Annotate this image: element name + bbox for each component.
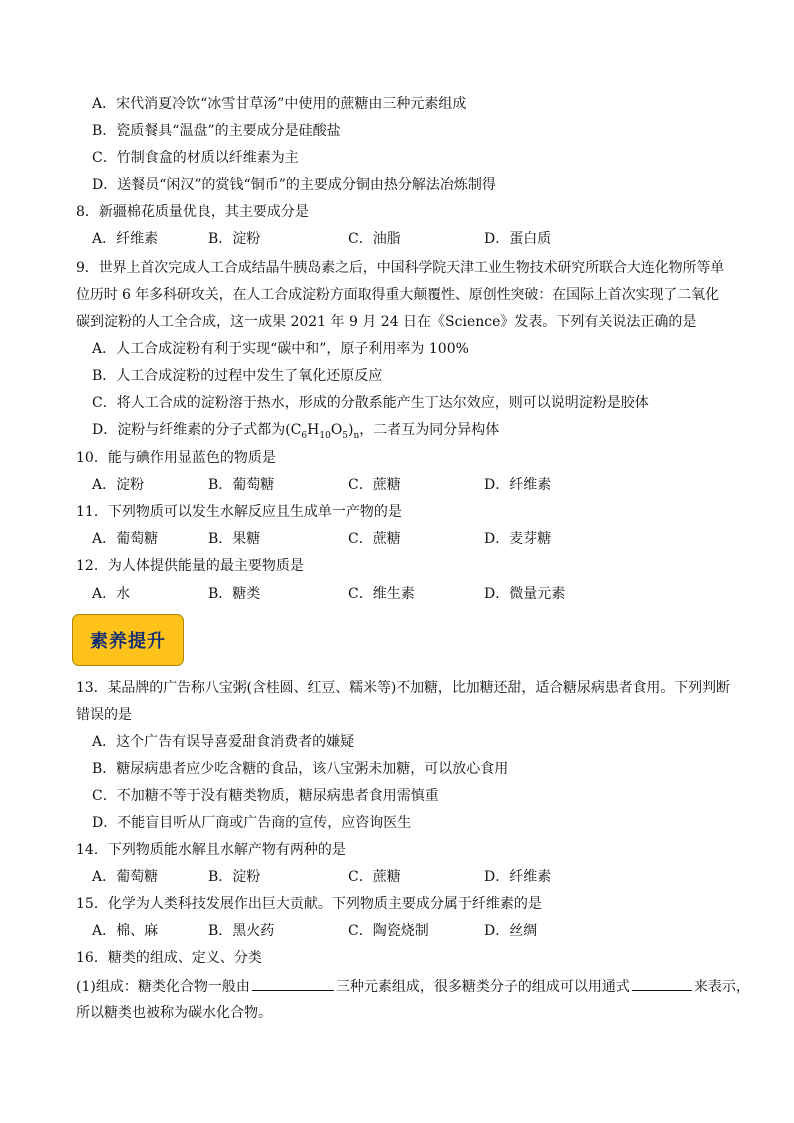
q9-d-sub-h: 10 [319,430,331,441]
q10-option-a: A．淀粉 [92,477,145,493]
q12-stem: 12．为人体提供能量的最主要物质是 [76,558,304,574]
q9-d-o: O [330,422,343,438]
q11-option-d: D．麦芽糖 [484,531,552,547]
q12-option-d: D．微量元素 [484,586,566,602]
q7-option-b: B．瓷质餐具“温盘”的主要成分是硅酸盐 [92,123,341,139]
q10-option-b: B．葡萄糖 [208,477,275,493]
q8-option-d: D．蛋白质 [484,231,552,247]
q9-d-sub-c: 6 [301,430,308,441]
q13-option-b: B．糖尿病患者应少吃含糖的食品，该八宝粥未加糖，可以放心食用 [92,761,509,777]
q11-option-b: B．果糖 [208,531,261,547]
q13-option-c: C．不加糖不等于没有糖类物质，糖尿病患者食用需慎重 [92,788,439,804]
q14-option-a: A．葡萄糖 [92,869,159,885]
q14-stem: 14．下列物质能水解且水解产物有两种的是 [76,842,346,858]
q12-option-b: B．糖类 [208,586,261,602]
q10-option-d: D．纤维素 [484,477,552,493]
q11-stem: 11．下列物质可以发生水解反应且生成单一产物的是 [76,504,402,520]
q14-option-d: D．纤维素 [484,869,552,885]
q9-d-sub-o: 5 [342,430,349,441]
q13-option-d: D．不能盲目听从厂商或广告商的宣传，应咨询医生 [92,815,412,831]
q7-option-a: A．宋代消夏冷饮“冰雪甘草汤”中使用的蔗糖由三种元素组成 [92,96,467,112]
q9-stem-line1: 9．世界上首次完成人工合成结晶牛胰岛素之后，中国科学院天津工业生物技术研究所联合大连化物所等单 [76,260,725,276]
q9-d-prefix: D．淀粉与纤维素的分子式都为(C [92,422,302,438]
q13-stem-line2: 错误的是 [76,707,132,723]
q15-option-d: D．丝绸 [484,923,538,939]
q8-option-b: B．淀粉 [208,231,261,247]
q8-option-c: C．油脂 [348,231,401,247]
q16-part1 [76,976,750,997]
q9-d-h: H [307,422,320,438]
q9-option-d [92,420,499,440]
q15-option-b: B．黑火药 [208,923,275,939]
q16-stem: 16．糖类的组成、定义、分类 [76,950,262,966]
q16-part1-c: 来表示， [693,979,750,995]
q10-option-c: C．蔗糖 [348,477,401,493]
q8-option-a: A．纤维素 [92,231,159,247]
q12-option-a: A．水 [92,586,131,602]
q9-stem-line3: 碳到淀粉的人工全合成，这一成果 2021 年 9 月 24 日在《Science》发表。下列有关说法正确的是 [76,314,697,330]
q12-option-c: C．维生素 [348,586,415,602]
q15-option-a: A．棉、麻 [92,923,159,939]
q9-d-suffix: ，二者互为同分异构体 [359,422,500,438]
q9-stem-line2: 位历时 6 年多科研攻关，在人工合成淀粉方面取得重大颠覆性、原创性突破：在国际上首次实现了二氧化 [76,287,720,303]
q16-part1-b: 三种元素组成，很多糖类分子的组成可以用通式 [335,979,630,995]
q9-option-c: C．将人工合成的淀粉溶于热水，形成的分散系能产生丁达尔效应，则可以说明淀粉是胶体 [92,395,649,411]
q16-part1-a: (1)组成：糖类化合物一般由 [76,979,250,995]
q11-option-a: A．葡萄糖 [92,531,159,547]
q7-option-d: D．送餐员“闲汉”的赏钱“铜币”的主要成分铜由热分解法冶炼制得 [92,177,496,193]
q14-option-c: C．蔗糖 [348,869,401,885]
q13-option-a: A．这个广告有误导喜爱甜食消费者的嫌疑 [92,734,355,750]
section-banner: 素养提升 [72,614,184,666]
q9-option-a: A．人工合成淀粉有利于实现“碳中和”，原子利用率为 100% [92,341,469,357]
q9-d-close: ) [348,422,354,438]
q7-option-c: C．竹制食盒的材质以纤维素为主 [92,150,299,166]
q15-option-c: C．陶瓷烧制 [348,923,429,939]
q16-blank-elements[interactable] [252,976,334,991]
q8-stem: 8．新疆棉花质量优良，其主要成分是 [76,204,309,220]
q10-stem: 10．能与碘作用显蓝色的物质是 [76,450,276,466]
q14-option-b: B．淀粉 [208,869,261,885]
q15-stem: 15．化学为人类科技发展作出巨大贡献。下列物质主要成分属于纤维素的是 [76,896,542,912]
q16-blank-formula[interactable] [632,976,692,991]
q9-d-sub-n: n [353,430,360,441]
q9-option-b: B．人工合成淀粉的过程中发生了氧化还原反应 [92,368,383,384]
q11-option-c: C．蔗糖 [348,531,401,547]
q13-stem-line1: 13．某品牌的广告称八宝粥(含桂圆、红豆、糯米等)不加糖，比加糖还甜，适合糖尿病患者食用。下列判断 [76,680,730,696]
q16-part1-line2: 所以糖类也被称为碳水化合物。 [76,1005,272,1021]
